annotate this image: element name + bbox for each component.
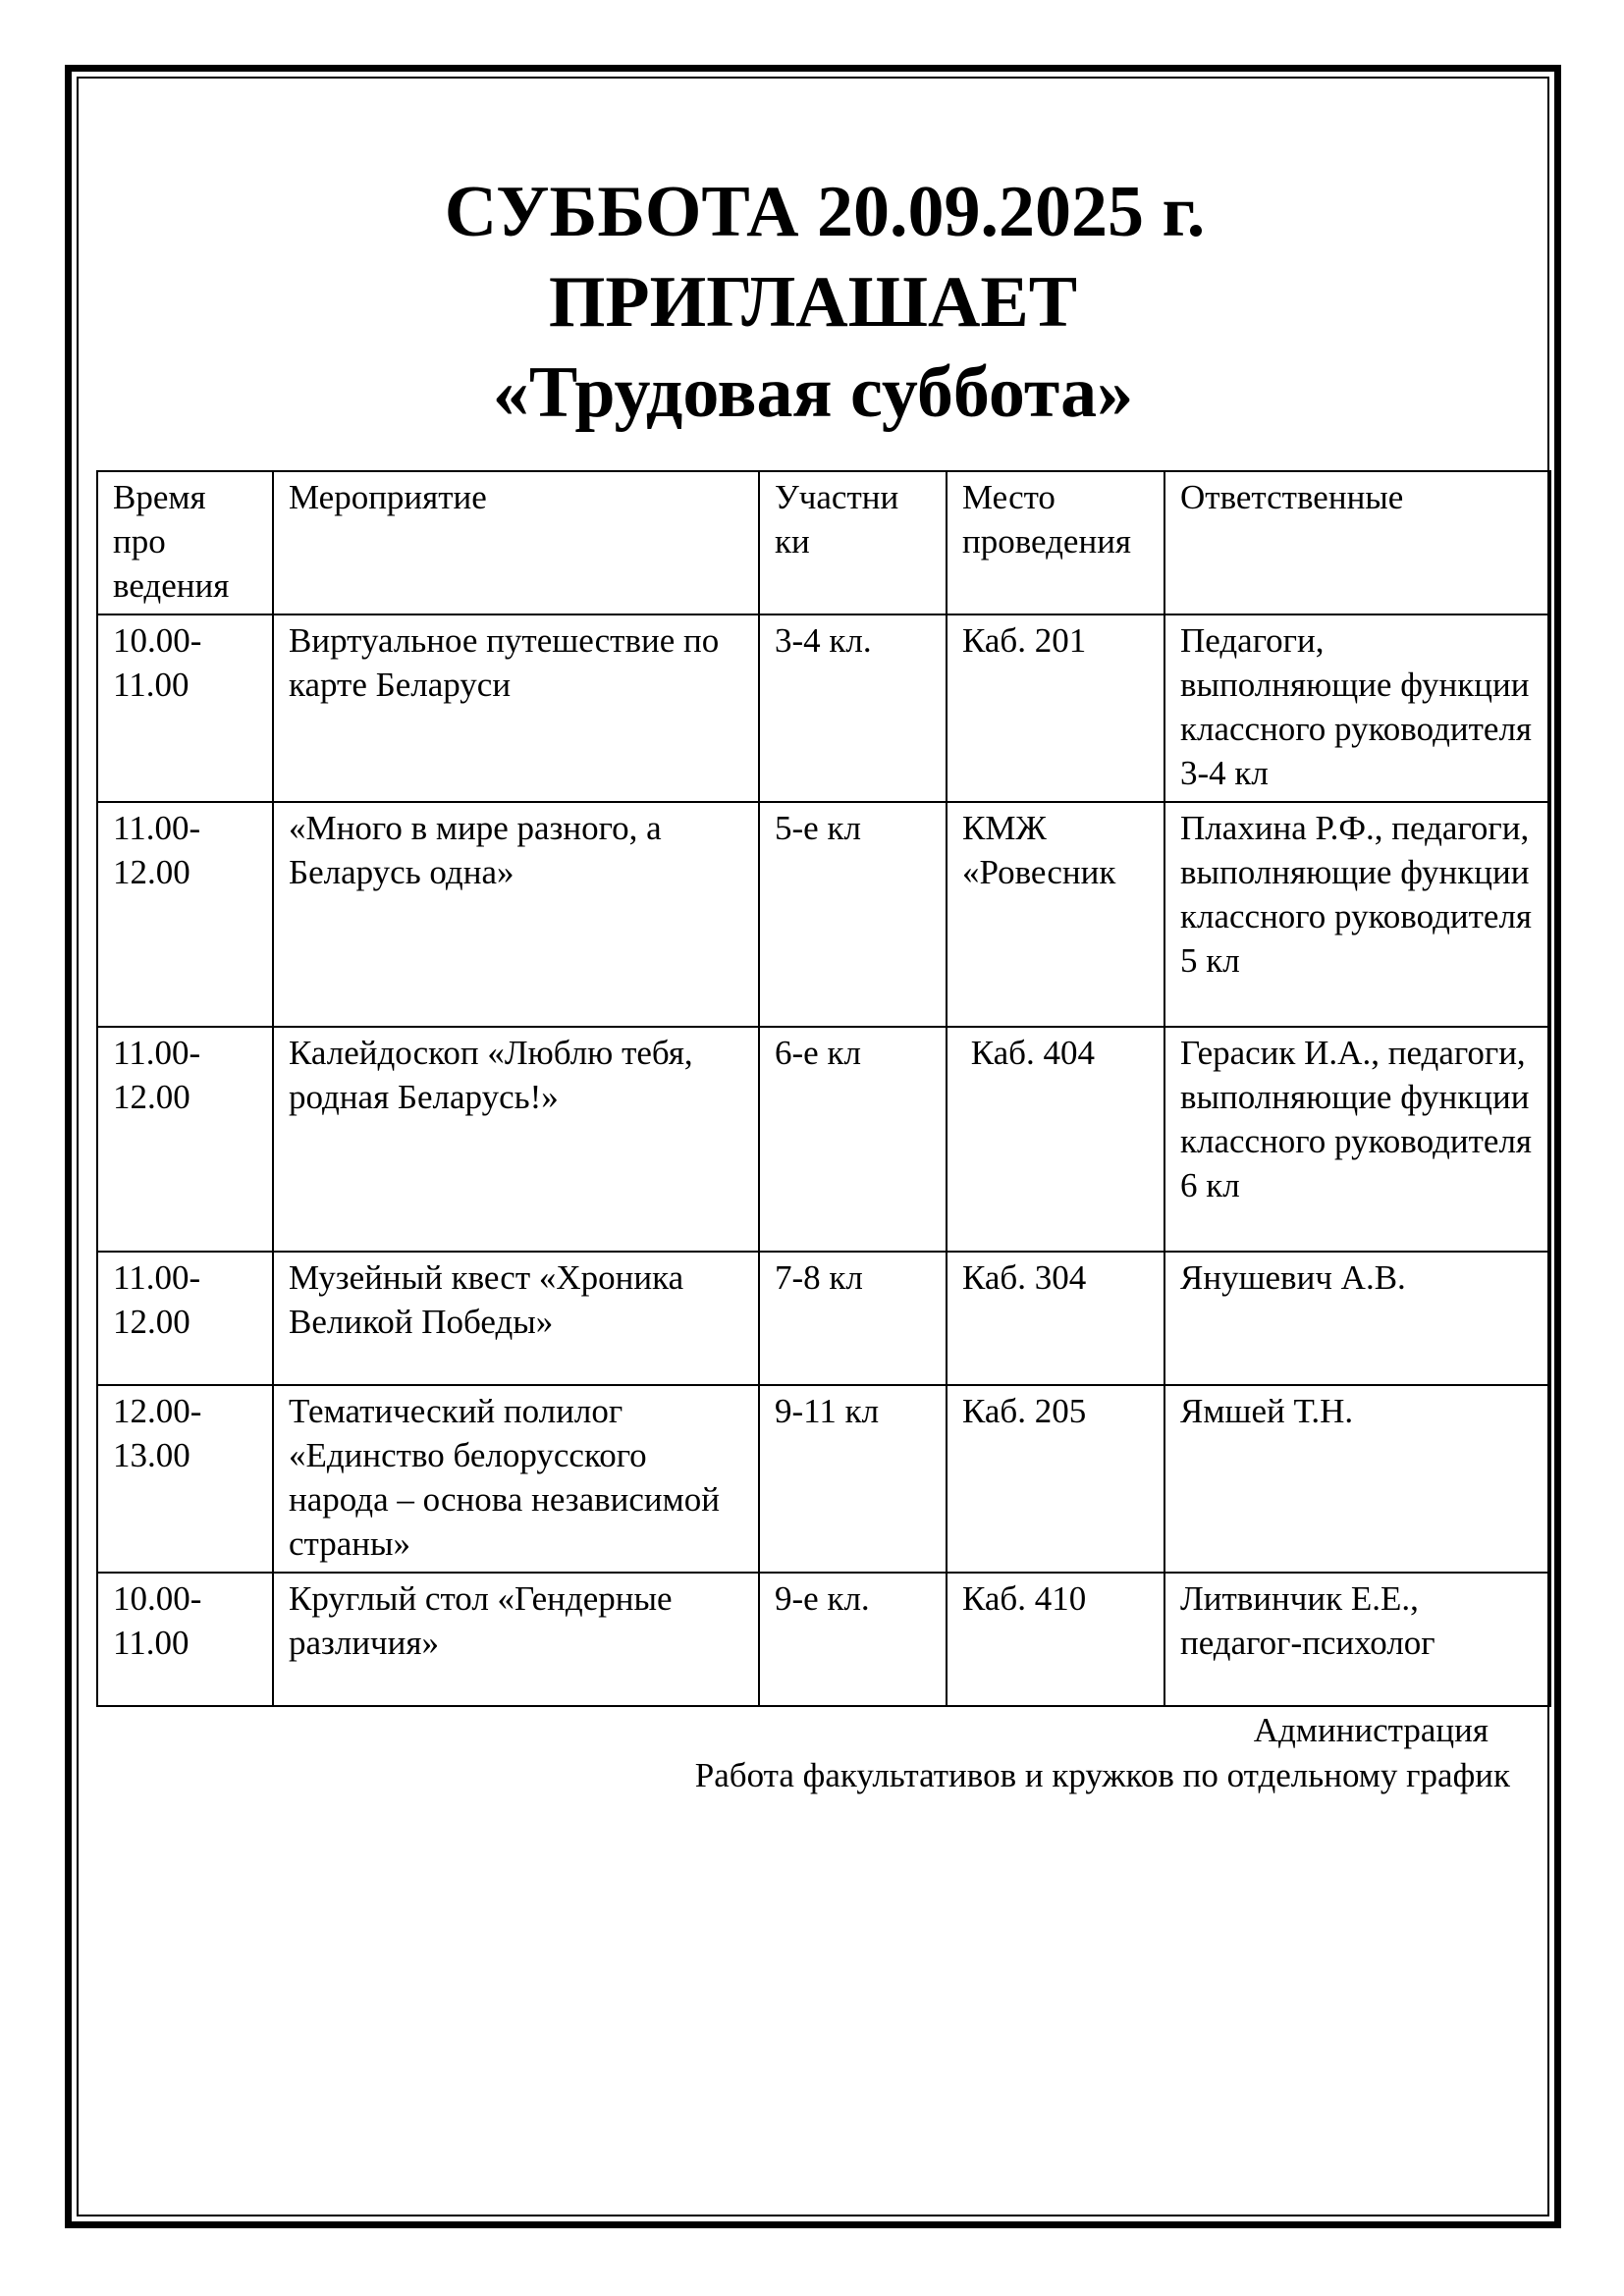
cell-event: Музейный квест «Хроника Великой Победы»: [273, 1252, 759, 1385]
cell-time: 11.00- 12.00: [97, 802, 273, 1027]
cell-responsible: Герасик И.А., педагоги, выполняющие функции классного руководителя 6 кл: [1164, 1027, 1550, 1252]
cell-event: «Много в мире разного, а Беларусь одна»: [273, 802, 759, 1027]
cell-event: Круглый стол «Гендерные различия»: [273, 1573, 759, 1706]
cell-event: Тематический полилог «Единство белорусского народа – основа независимой страны»: [273, 1385, 759, 1573]
cell-event: Виртуальное путешествие по карте Беларуси: [273, 614, 759, 802]
schedule-table: [96, 470, 1551, 1707]
cell-place: КМЖ «Ровесник: [947, 802, 1164, 1027]
header-time: Время про ведения: [97, 471, 273, 614]
cell-participants: 5-е кл: [759, 802, 947, 1027]
cell-participants: 3-4 кл.: [759, 614, 947, 802]
cell-participants: 7-8 кл: [759, 1252, 947, 1385]
table-row: [97, 1385, 1550, 1573]
header-responsible: Ответственные: [1164, 471, 1550, 614]
table-row: [97, 1573, 1550, 1706]
table-row: [97, 802, 1550, 1027]
cell-responsible: Литвинчик Е.Е., педагог-психолог: [1164, 1573, 1550, 1706]
cell-time: 10.00- 11.00: [97, 1573, 273, 1706]
header-event: Мероприятие: [273, 471, 759, 614]
cell-time: 11.00- 12.00: [97, 1027, 273, 1252]
cell-time: 10.00- 11.00: [97, 614, 273, 802]
cell-participants: 9-11 кл: [759, 1385, 947, 1573]
header-participants: Участни ки: [759, 471, 947, 614]
cell-participants: 6-е кл: [759, 1027, 947, 1252]
cell-event: Калейдоскоп «Люблю тебя, родная Беларусь!»: [273, 1027, 759, 1252]
table-row: [97, 1027, 1550, 1252]
cell-participants: 9-е кл.: [759, 1573, 947, 1706]
cell-responsible: Педагоги, выполняющие функции классного руководителя 3-4 кл: [1164, 614, 1550, 802]
title-invites: ПРИГЛАШАЕТ: [548, 262, 1078, 343]
cell-place: Каб. 410: [947, 1573, 1164, 1706]
cell-place: Каб. 404: [947, 1027, 1164, 1252]
cell-place: Каб. 201: [947, 614, 1164, 802]
footer-signature: Администрация: [1253, 1711, 1489, 1749]
cell-responsible: Плахина Р.Ф., педагоги, выполняющие функции классного руководителя 5 кл: [1164, 802, 1550, 1027]
cell-place: Каб. 205: [947, 1385, 1164, 1573]
title-event-name: «Трудовая суббота»: [492, 352, 1134, 433]
table-header-row: [97, 471, 1550, 614]
cell-time: 12.00- 13.00: [97, 1385, 273, 1573]
footer-note: Работа факультативов и кружков по отдельному график: [694, 1756, 1510, 1794]
header-place: Место проведения: [947, 471, 1164, 614]
cell-responsible: Янушевич А.В.: [1164, 1252, 1550, 1385]
cell-place: Каб. 304: [947, 1252, 1164, 1385]
title-date: СУББОТА 20.09.2025 г.: [444, 172, 1206, 252]
cell-responsible: Ямшей Т.Н.: [1164, 1385, 1550, 1573]
table-row: [97, 614, 1550, 802]
table-row: [97, 1252, 1550, 1385]
cell-time: 11.00- 12.00: [97, 1252, 273, 1385]
